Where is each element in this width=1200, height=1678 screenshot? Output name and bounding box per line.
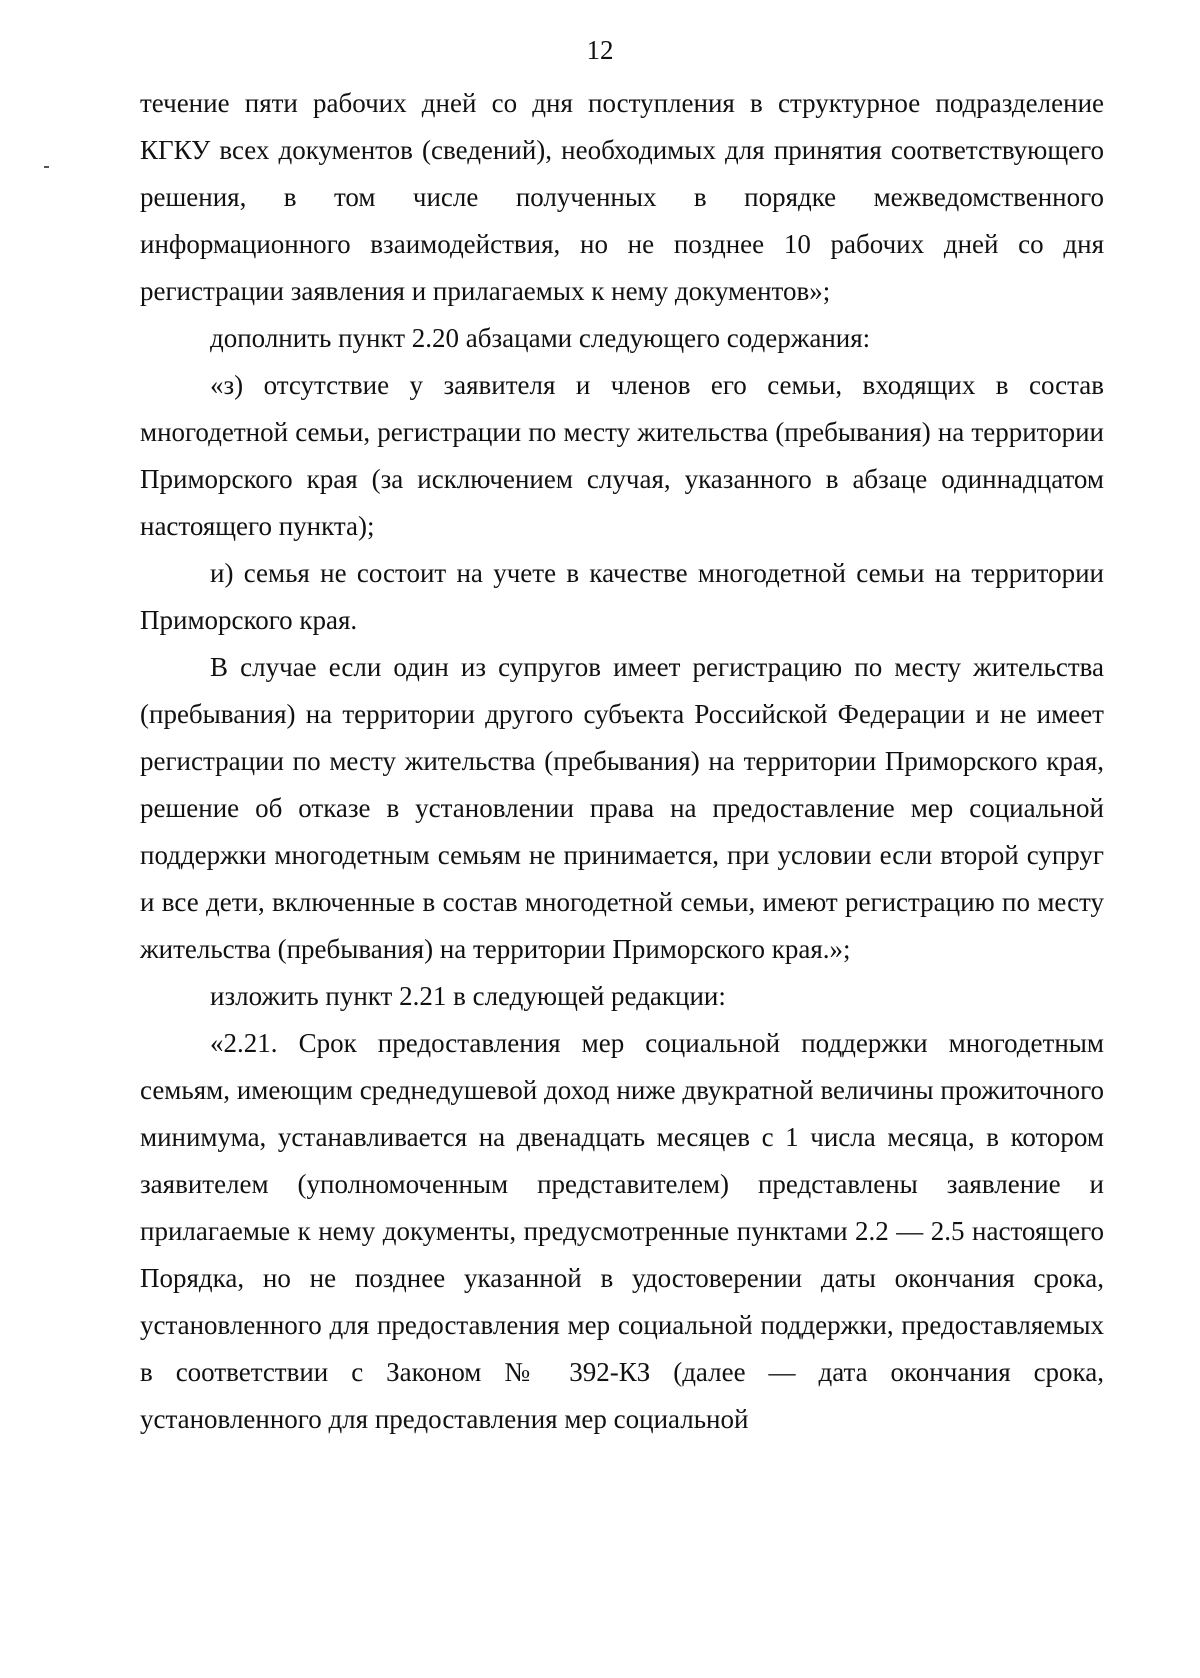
paragraph-item-z: «з) отсутствие у заявителя и членов его семьи, входящих в состав многодетной семьи, регистрации по месту жительства (пребывания) на территории Приморского края (за исключением случая, указанного в абзаце одиннадцатом настоящего пункта); (140, 370, 1104, 541)
margin-mark (44, 166, 49, 168)
document-body (140, 80, 1104, 1443)
paragraph-item-i: и) семья не состоит на учете в качестве многодетной семьи на территории Приморского края. (140, 558, 1104, 635)
page-number: 12 (586, 35, 614, 65)
paragraph-continuation: течение пяти рабочих дней со дня поступления в структурное подразделение КГКУ всех документов (сведений), необходимых для принятия соответствующего решения, в том числе полученных в порядке межведомственного информационного взаимодействия, но не позднее 10 рабочих дней со дня регистрации заявления и прилагаемых к нему документов»; (140, 88, 1104, 306)
paragraph-amend-2-21: изложить пункт 2.21 в следующей редакции: (210, 981, 726, 1011)
paragraph-2-21-text: «2.21. Срок предоставления мер социальной поддержки многодетным семьям, имеющим среднедушевой доход ниже двукратной величины прожиточного минимума, устанавливается на двенадцать месяцев с 1 числа месяца, в котором заявителем (уполномоченным представителем) представлены заявление и прилагаемые к нему документы, предусмотренные пунктами 2.2 — 2.5 настоящего Порядка, но не позднее указанной в удостоверении даты окончания срока, установленного для предоставления мер социальной поддержки, предоставляемых в соответствии с Законом № 392-КЗ (далее — дата окончания срока, установленного для предоставления мер социальной (140, 1028, 1104, 1434)
paragraph-amend-2-20: дополнить пункт 2.20 абзацами следующего содержания: (210, 323, 871, 353)
paragraph-spouse-case: В случае если один из супругов имеет регистрацию по месту жительства (пребывания) на территории другого субъекта Российской Федерации и не имеет регистрации по месту жительства (пребывания) на территории Приморского края, решение об отказе в установлении права на предоставление мер социальной поддержки многодетным семьям не принимается, при условии если второй супруг и все дети, включенные в состав многодетной семьи, имеют регистрацию по месту жительства (пребывания) на территории Приморского края.»; (140, 652, 1104, 964)
